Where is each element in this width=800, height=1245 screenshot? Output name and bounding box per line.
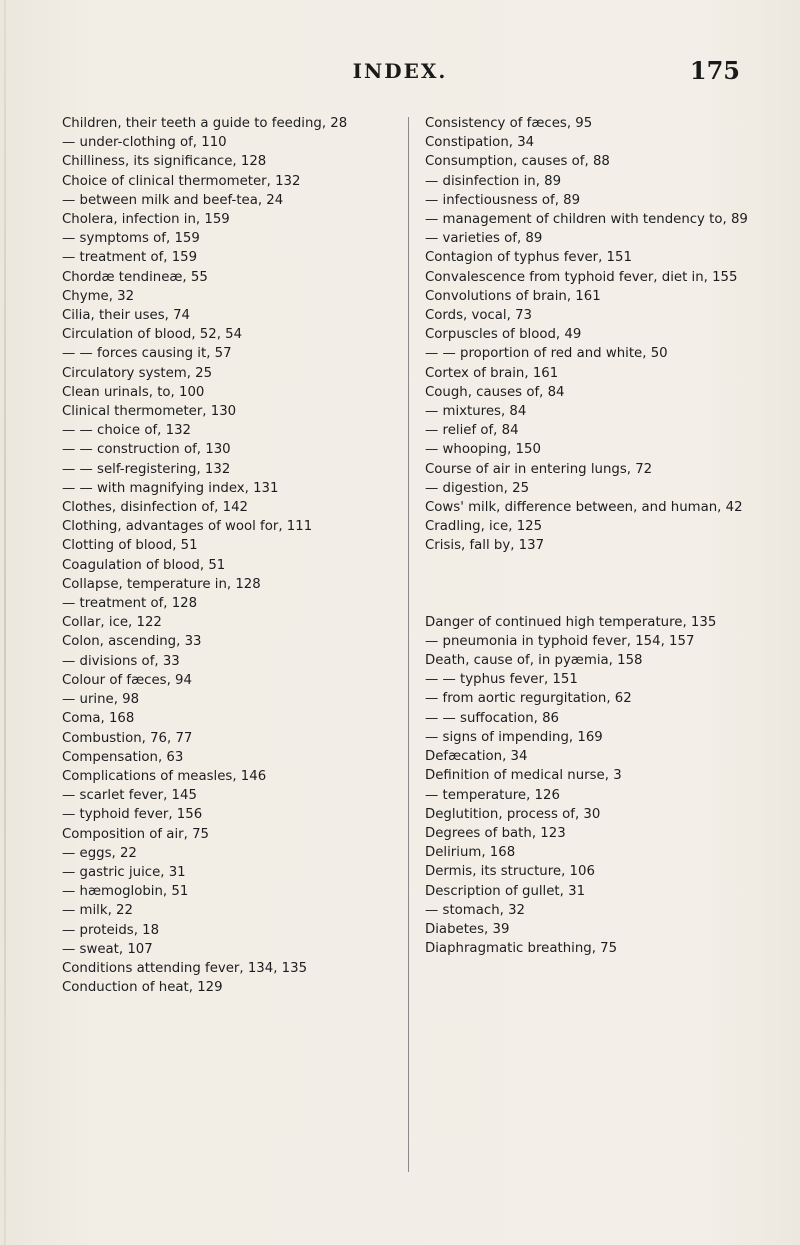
index-entry: Clothes, disinfection of, 142 [62,500,249,516]
index-entry: — signs of impending, 169 [425,729,603,745]
index-entry: Consumption, causes of, 88 [425,154,610,170]
index-entry: — between milk and beef-tea, 24 [62,192,284,208]
index-entry: Compensation, 63 [62,749,184,765]
index-entry: Circulation of blood, 52, 54 [62,327,243,343]
index-entry: Cortex of brain, 161 [425,365,559,381]
index-entry: — varieties of, 89 [425,231,543,247]
index-group-d [425,613,757,959]
index-entry: — under-clothing of, 110 [62,135,227,151]
column-divider [408,117,409,1172]
index-entry: Cough, causes of, 84 [425,384,565,400]
index-entry: — scarlet fever, 145 [62,788,197,804]
index-entry: Cradling, ice, 125 [425,519,543,535]
index-entry: Deglutition, process of, 30 [425,806,601,822]
index-entry: Crisis, fall by, 137 [425,538,545,554]
index-column-left [62,114,390,997]
index-entry: Circulatory system, 25 [62,365,213,381]
index-entry: — — forces causing it, 57 [62,346,232,362]
index-entry: Clothing, advantages of wool for, 111 [62,519,313,535]
index-entry: Contagion of typhus fever, 151 [425,250,632,266]
index-entry: — treatment of, 159 [62,250,198,266]
index-entry: Coagulation of blood, 51 [62,557,226,573]
section-spacer [425,556,757,613]
index-entry: Delirium, 168 [425,845,516,861]
index-entry: Colour of fæces, 94 [62,672,192,688]
index-entry: — from aortic regurgitation, 62 [425,691,632,707]
index-entry: — — with magnifying index, 131 [62,480,279,496]
index-group-c [425,114,757,556]
index-entry: Cilia, their uses, 74 [62,308,191,324]
index-entry: — digestion, 25 [425,480,530,496]
index-entry: Definition of medical nurse, 3 [425,768,622,784]
index-entry: Collapse, temperature in, 128 [62,576,261,592]
index-entry: — eggs, 22 [62,845,137,861]
index-entry: — urine, 98 [62,692,140,708]
index-entry: Chordæ tendineæ, 55 [62,269,208,285]
page-number: 175 [689,56,740,85]
index-entry: Diaphragmatic breathing, 75 [425,941,618,957]
index-entry: Consistency of fæces, 95 [425,116,593,131]
index-entry: Danger of continued high temperature, 135 [425,614,717,630]
index-entry: — — suffocation, 86 [425,710,560,726]
page-title: INDEX. [352,59,448,83]
index-entry: — pneumonia in typhoid fever, 154, 157 [425,633,695,649]
index-entry: — disinfection in, 89 [425,173,562,189]
index-entry: — typhoid fever, 156 [62,807,203,823]
page-header [0,56,800,90]
index-entry: Chyme, 32 [62,288,135,304]
index-entry: Chilliness, its significance, 128 [62,154,267,170]
index-entry: Cows' milk, difference between, and human, 42 [425,500,743,516]
index-entry: Complications of measles, 146 [62,768,267,784]
index-entry: Colon, ascending, 33 [62,634,202,650]
index-entry: — divisions of, 33 [62,653,180,669]
index-entry: — temperature, 126 [425,787,560,803]
index-entry: Clinical thermometer, 130 [62,404,237,420]
page-spine-shadow [4,0,6,1245]
index-entry: Cords, vocal, 73 [425,308,533,324]
index-entry: — hæmoglobin, 51 [62,884,189,900]
index-entry: Constipation, 34 [425,135,535,151]
index-entry: Collar, ice, 122 [62,615,162,631]
index-entry: — treatment of, 128 [62,596,198,612]
index-entry: — whooping, 150 [425,442,541,458]
index-entry: Convolutions of brain, 161 [425,288,601,304]
index-entry: Coma, 168 [62,711,135,727]
index-entry: — relief of, 84 [425,423,519,439]
index-entry: Diabetes, 39 [425,921,510,937]
index-entry: — mixtures, 84 [425,404,527,420]
index-entry: Corpuscles of blood, 49 [425,327,582,343]
index-column-right [425,114,757,958]
index-entry: Combustion, 76, 77 [62,730,193,746]
index-entry: — — choice of, 132 [62,423,191,439]
index-entry: Convalescence from typhoid fever, diet in, 155 [425,269,738,285]
index-entry: — gastric juice, 31 [62,864,186,880]
index-entry: — stomach, 32 [425,902,526,918]
index-entry: — — self-registering, 132 [62,461,231,477]
index-entry: — milk, 22 [62,903,133,919]
index-entry: Degrees of bath, 123 [425,825,566,841]
index-entry: — proteids, 18 [62,922,160,938]
index-entry: Death, cause of, in pyæmia, 158 [425,653,643,669]
index-entry: Dermis, its structure, 106 [425,864,595,880]
index-entry: — — typhus fever, 151 [425,672,578,688]
index-entry: Conditions attending fever, 134, 135 [62,960,308,976]
index-entry: Course of air in entering lungs, 72 [425,461,653,477]
index-entry: Conduction of heat, 129 [62,980,223,996]
index-entry: — symptoms of, 159 [62,231,200,247]
index-entry: Defæcation, 34 [425,749,528,765]
index-entry: Cholera, infection in, 159 [62,212,230,228]
index-entry: Children, their teeth a guide to feeding, 28 [62,116,348,131]
index-entry: Choice of clinical thermometer, 132 [62,173,301,189]
index-entry: — sweat, 107 [62,941,153,957]
index-entry: Clean urinals, to, 100 [62,384,205,400]
index-entry: — — proportion of red and white, 50 [425,346,668,362]
index-entry: — — construction of, 130 [62,442,231,458]
index-entry: Composition of air, 75 [62,826,209,842]
index-entry: Description of gullet, 31 [425,883,586,899]
index-entry: — infectiousness of, 89 [425,192,581,208]
index-entry: Clotting of blood, 51 [62,538,198,554]
index-entry: — management of children with tendency to, 89 [425,212,748,228]
